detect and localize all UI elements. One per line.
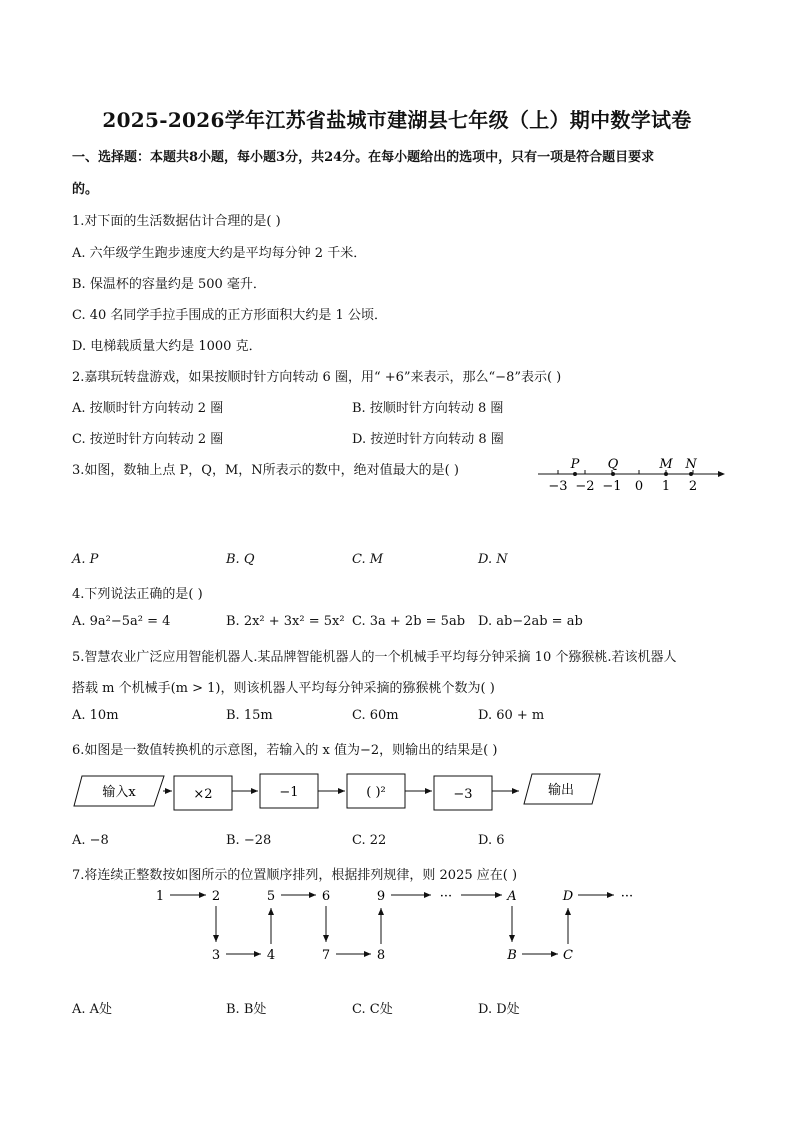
q2-option-d: D. 按逆时针方向转动 8 圈: [352, 432, 504, 447]
number-line-figure: [530, 452, 730, 498]
q5-option-a: A. 10m: [72, 708, 119, 723]
q7-option-c: C. C处: [352, 1002, 393, 1017]
point-q-dot: [611, 472, 615, 476]
q2-option-b: B. 按顺时针方向转动 8 圈: [352, 401, 504, 416]
q1-option-c: C. 40 名同学手拉手围成的正方形面积大约是 1 公顷．: [72, 308, 387, 323]
seq-number: 4: [266, 948, 276, 963]
point-m-dot: [664, 472, 668, 476]
q5-stem-cont: 搭载 m 个机械手(m > 1)，则该机器人平均每分钟采摘的猕猴桃个数为( ): [72, 681, 495, 696]
flow-step-label: −1: [279, 785, 299, 800]
point-label-q: Q: [607, 457, 619, 472]
tick-label: 0: [634, 479, 644, 494]
q5-option-b: B. 15m: [226, 708, 273, 723]
seq-number: 3: [211, 948, 221, 963]
q4-option-b: B. 2x² + 3x² = 5x²: [226, 614, 345, 629]
seq-ellipsis: ···: [620, 889, 634, 904]
seq-label-b: B: [507, 948, 517, 963]
q3-option-a: A. P: [72, 552, 99, 567]
flow-step-label: ( )²: [366, 785, 386, 800]
q6-stem: 6.如图是一数值转换机的示意图，若输入的 x 值为−2，则输出的结果是( ): [72, 743, 498, 758]
flow-step-label: −3: [453, 787, 473, 802]
flow-output-label: 输出: [547, 783, 575, 798]
seq-label-c: C: [563, 948, 573, 963]
q2-option-a: A. 按顺时针方向转动 2 圈: [72, 401, 224, 416]
q7-stem: 7.将连续正整数按如图所示的位置顺序排列，根据排列规律，则 2025 应在( ): [72, 868, 518, 883]
seq-ellipsis: ···: [439, 889, 453, 904]
q6-option-b: B. −28: [226, 833, 272, 848]
seq-label-a: A: [507, 889, 517, 904]
q1-option-a: A. 六年级学生跑步速度大约是平均每分钟 2 千米．: [72, 246, 367, 261]
q2-option-c: C. 按逆时针方向转动 2 圈: [72, 432, 224, 447]
q4-option-d: D. ab−2ab = ab: [478, 614, 583, 629]
q4-stem: 4.下列说法正确的是( ): [72, 587, 203, 602]
tick-label: −1: [602, 479, 622, 494]
number-machine-figure: [70, 768, 610, 816]
seq-label-d: D: [562, 889, 574, 904]
exam-title: 2025-2026学年江苏省盐城市建湖县七年级（上）期中数学试卷: [102, 108, 692, 132]
point-label-m: M: [659, 457, 673, 472]
q7-option-a: A. A处: [72, 1002, 113, 1017]
section-heading-cont: 的。: [72, 182, 99, 197]
q3-option-c: C. M: [352, 552, 384, 567]
q5-option-c: C. 60m: [352, 708, 399, 723]
q4-option-a: A. 9a²−5a² = 4: [72, 614, 171, 629]
point-label-p: P: [570, 457, 580, 472]
q6-option-d: D. 6: [478, 833, 505, 848]
q2-stem: 2.嘉琪玩转盘游戏，如果按顺时针方向转动 6 圈，用“ +6”来表示，那么“−8”表示( ): [72, 370, 562, 385]
point-n-dot: [689, 472, 693, 476]
tick-label: 2: [688, 479, 698, 494]
seq-number: 1: [155, 889, 165, 904]
seq-number: 2: [211, 889, 221, 904]
q1-stem: 1.对下面的生活数据估计合理的是( ): [72, 214, 281, 229]
q3-option-d: D. N: [478, 552, 508, 567]
seq-number: 6: [321, 889, 331, 904]
q3-stem: 3.如图，数轴上点 P，Q，M，N所表示的数中，绝对值最大的是( ): [72, 463, 459, 478]
q1-option-d: D. 电梯载质量大约是 1000 克．: [72, 339, 262, 354]
tick-label: −3: [548, 479, 568, 494]
flow-step-label: ×2: [193, 787, 213, 802]
q3-option-b: B. Q: [226, 552, 255, 567]
seq-number: 9: [376, 889, 386, 904]
integer-arrangement-figure: [150, 884, 650, 964]
q6-option-a: A. −8: [72, 833, 109, 848]
q1-option-b: B. 保温杯的容量约是 500 毫升．: [72, 277, 266, 292]
seq-number: 8: [376, 948, 386, 963]
seq-number: 7: [321, 948, 331, 963]
q6-option-c: C. 22: [352, 833, 387, 848]
point-label-n: N: [685, 457, 697, 472]
tick-label: 1: [661, 479, 671, 494]
q5-option-d: D. 60 + m: [478, 708, 545, 723]
q7-option-b: B. B处: [226, 1002, 267, 1017]
tick-label: −2: [575, 479, 595, 494]
q7-option-d: D. D处: [478, 1002, 520, 1017]
section-heading: 一、选择题：本题共8小题，每小题3分，共24分。在每小题给出的选项中，只有一项是符合题目要求: [72, 150, 655, 165]
q5-stem: 5.智慧农业广泛应用智能机器人.某品牌智能机器人的一个机械手平均每分钟采摘 10 个猕猴桃.若该机器人: [72, 650, 677, 665]
arrow-head-icon: [718, 471, 725, 477]
flow-input-label: 输入x: [102, 785, 136, 800]
point-p-dot: [573, 472, 577, 476]
seq-number: 5: [266, 889, 276, 904]
q4-option-c: C. 3a + 2b = 5ab: [352, 614, 466, 629]
